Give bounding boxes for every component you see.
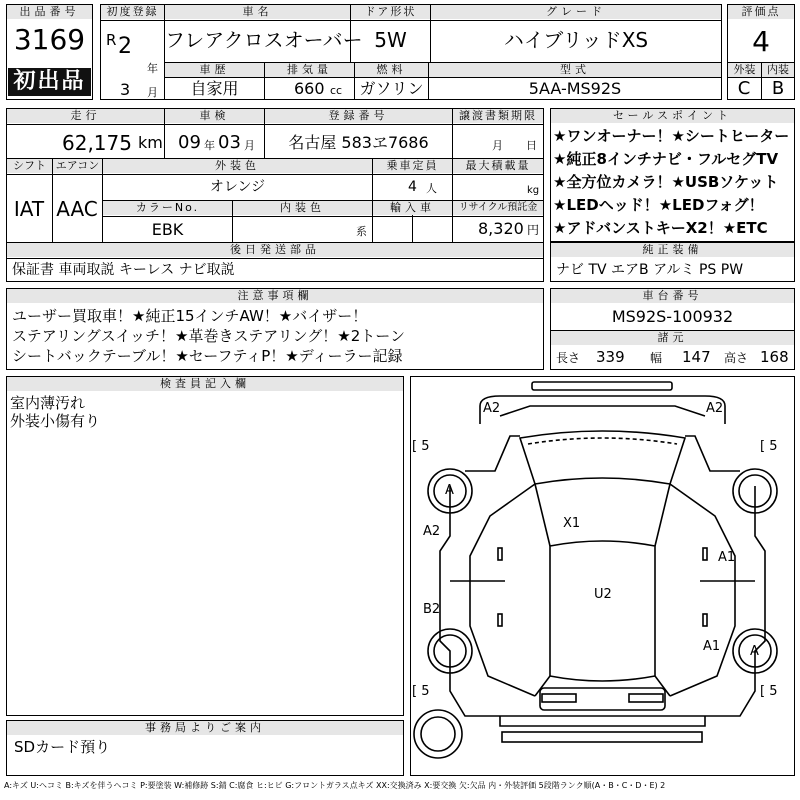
car-name: フレアクロスオーバー: [165, 28, 363, 52]
equipment-label: 純正装備: [551, 243, 794, 257]
door-type: 5W: [374, 28, 407, 52]
import-label: 輸入車: [373, 201, 452, 215]
notes-line: ステアリングスイッチ！★革巻きステアリング！★2トーン: [12, 327, 405, 345]
color-number-label: カラーNo.: [103, 201, 232, 215]
inspector-label: 検査員記入欄: [7, 377, 403, 391]
first-reg-label: 初度登録: [101, 5, 164, 19]
tire-rf: [ 5: [760, 439, 778, 454]
sales-points-label: セールスポイント: [551, 109, 794, 123]
sales-line: ★純正8インチナビ・フルセグTV: [553, 150, 779, 168]
ext-score: C: [737, 78, 751, 99]
transfer-day: 日: [526, 139, 537, 152]
int-score-label: 内装: [762, 63, 794, 77]
mark-roof: U2: [594, 587, 612, 602]
capacity-unit: 人: [426, 182, 437, 195]
mark-right-rear-door: A1: [703, 639, 721, 654]
inspection-month: 03: [218, 132, 241, 153]
lot-number: 3169: [13, 23, 86, 56]
max-load-label: 最大積載量: [453, 159, 543, 173]
era: R: [106, 31, 117, 49]
specs-label: 諸元: [551, 331, 794, 345]
mark-wheel-lf: A: [445, 483, 454, 498]
mark-front-right: A2: [706, 401, 724, 416]
capacity: 4: [408, 179, 417, 195]
mileage-label: 走行: [7, 109, 164, 123]
plate-label: 登録番号: [265, 109, 452, 123]
max-load-unit: kg: [527, 185, 540, 196]
score-label: 評価点: [728, 5, 794, 19]
score: 4: [752, 25, 770, 58]
lot-number-label: 出品番号: [7, 5, 92, 19]
recycle-unit: 円: [527, 223, 540, 237]
tire-rr: [ 5: [760, 684, 778, 699]
history: 自家用: [190, 79, 239, 98]
history-label: 車歴: [165, 63, 264, 77]
chassis-number: MS92S-100932: [611, 307, 734, 326]
car-name-label: 車名: [165, 5, 350, 19]
recycle-fee: 8,320: [478, 219, 524, 238]
interior-color-label: 内装色: [233, 201, 372, 215]
inspector-line: 室内薄汚れ: [10, 394, 86, 412]
later-parts: 保証書 車両取説 キーレス ナビ取説: [12, 262, 235, 278]
displacement: 660: [294, 79, 325, 98]
interior-color-unit: 系: [356, 225, 367, 238]
width: 147: [682, 348, 711, 366]
recycle-label: リサイクル預託金: [453, 201, 543, 215]
transfer-label: 譲渡書類期限: [453, 109, 543, 123]
shift-label: シフト: [7, 159, 52, 173]
length: 339: [596, 348, 625, 366]
sales-line: ★ワンオーナー！★シートヒーター: [553, 127, 790, 145]
mark-wheel-rr: A: [750, 644, 759, 659]
length-label: 長さ: [556, 351, 581, 365]
inspection-year: 09: [178, 132, 201, 153]
ac-label: エアコン: [53, 159, 102, 173]
plate-number: 名古屋 583ヱ7686: [288, 133, 429, 152]
sales-line: ★LEDヘッド！★LEDフォグ！: [553, 196, 764, 214]
inspection-year-unit: 年: [204, 139, 215, 152]
transfer-month: 月: [492, 139, 503, 152]
inspection-label: 車検: [165, 109, 264, 123]
month-unit: 月: [147, 86, 158, 99]
color-number: EBK: [151, 220, 184, 239]
car-diagram: [410, 376, 795, 776]
sales-line: ★全方位カメラ！★USBソケット: [553, 173, 779, 191]
tire-lf: [ 5: [412, 439, 430, 454]
height-label: 高さ: [724, 351, 749, 365]
tire-lr: [ 5: [412, 684, 430, 699]
first-listing-badge: 初出品: [8, 68, 91, 96]
inspector-line: 外装小傷有り: [10, 412, 101, 430]
notes-line: ユーザー買取車！★純正15インチAW！★バイザー！: [12, 307, 368, 325]
air-conditioner: AAC: [56, 197, 98, 221]
mark-front-left: A2: [483, 401, 501, 416]
model-code: 5AA-MS92S: [528, 79, 622, 98]
legend: A:キズ U:ヘコミ B:キズを伴うヘコミ P:要塗装 W:補修跡 S:錆 C:腐食 ヒ:ヒビ G:フロントガラス点キズ XX:交換済み X:要交換 欠:欠品 内・外装評価 5段階ランク順(A・B・C・D・E) 2: [4, 781, 666, 790]
chassis-label: 車台番号: [551, 289, 794, 303]
exterior-color: オレンジ: [209, 179, 266, 195]
later-parts-label: 後日発送部品: [7, 243, 543, 257]
int-score: B: [771, 78, 785, 99]
reg-year: 2: [118, 34, 132, 59]
shift: IAT: [13, 197, 45, 221]
notes-label: 注意事項欄: [7, 289, 543, 303]
displacement-unit: cc: [330, 84, 343, 97]
inspection-month-unit: 月: [244, 139, 255, 152]
mileage: 62,175: [62, 131, 132, 155]
fuel: ガソリン: [359, 79, 424, 98]
grade: ハイブリッドXS: [503, 28, 649, 52]
model-label: 型式: [429, 63, 721, 77]
grade-label: グレード: [431, 5, 721, 19]
capacity-label: 乗車定員: [373, 159, 452, 173]
mark-hood: X1: [563, 516, 581, 531]
reg-month: 3: [120, 80, 131, 99]
sales-line: ★アドバンストキーX2！★ETC: [553, 219, 768, 237]
ext-score-label: 外装: [728, 63, 761, 77]
displacement-label: 排気量: [265, 63, 354, 77]
mark-left-rear-door: B2: [423, 602, 441, 617]
equipment: ナビ TV エアB アルミ PS PW: [556, 262, 744, 278]
year-unit: 年: [147, 62, 158, 75]
mileage-unit: km: [138, 133, 163, 152]
office-label: 事務局よりご案内: [7, 721, 403, 735]
height: 168: [760, 348, 789, 366]
office-text: SDカード預り: [14, 738, 111, 756]
fuel-label: 燃料: [355, 63, 428, 77]
width-label: 幅: [650, 351, 663, 365]
notes-line: シートバックテーブル！★セーフティP！★ディーラー記録: [12, 347, 403, 365]
door-label: ドア形状: [351, 5, 430, 19]
color-label: 外装色: [103, 159, 372, 173]
mark-left-front-door: A2: [423, 524, 441, 539]
mark-right-front-door: A1: [718, 550, 736, 565]
